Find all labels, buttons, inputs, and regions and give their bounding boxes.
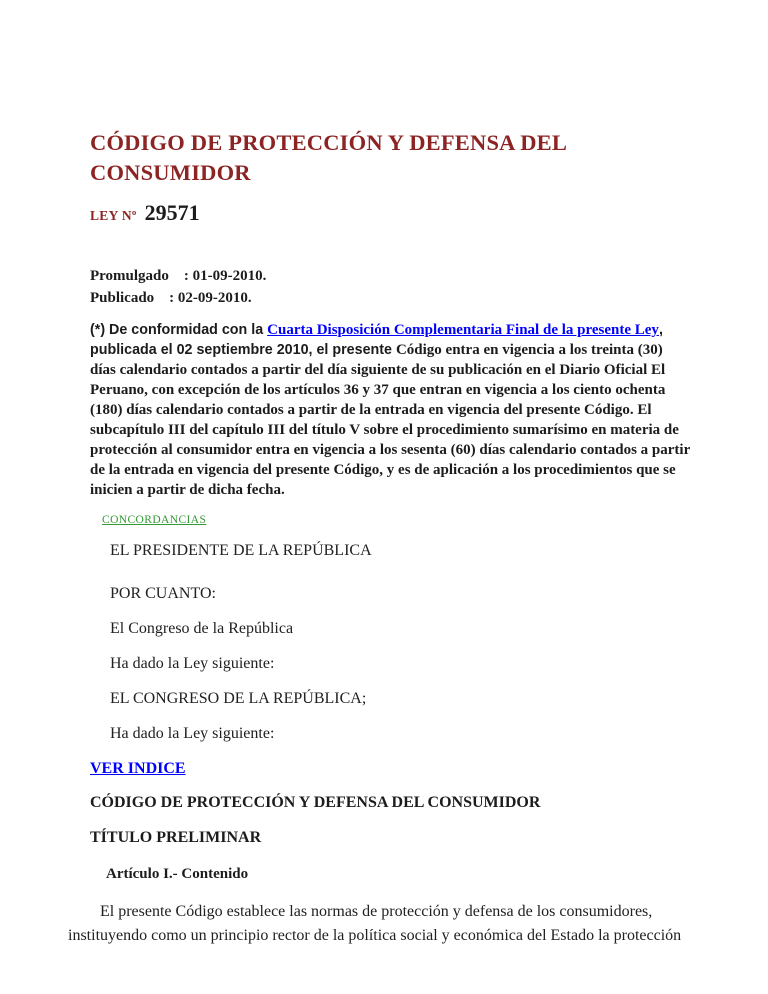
- conformity-rest-text: Código entra en vigencia a los treinta (30) días calendario contados a partir del día siguiente de su publicación en el Diario Oficial El Peruano, con excepción de los artículos 36 y 37 que entran en vigencia a los ciento ochenta (180) días calendario contados a partir de la entrada en vigencia del presente Código. El subcapítulo III del capítulo III del título V sobre el procedimiento sumarísimo en materia de protección al consumidor entra en vigencia a los sesenta (60) días calendario contados a partir de la entrada en vigencia del presente Código, y es de aplicación a los procedimientos que se inicien a partir de dicha fecha.: [90, 342, 690, 498]
- preamble-el-congreso-line: EL CONGRESO DE LA REPÚBLICA;: [110, 690, 367, 707]
- ver-indice-link[interactable]: VER INDICE: [90, 760, 186, 777]
- preamble-president-line: EL PRESIDENTE DE LA REPÚBLICA: [110, 542, 372, 559]
- law-prefix: LEY Nº: [90, 208, 137, 223]
- preamble-congreso-line: El Congreso de la República: [110, 620, 294, 637]
- preamble-por-cuanto-line: POR CUANTO:: [110, 585, 216, 602]
- concordancias-line: [102, 512, 708, 527]
- promulgated-line: Promulgado : 01-09-2010.: [90, 268, 267, 284]
- ver-indice-line: [90, 759, 708, 778]
- preamble-ha-dado-line-2: Ha dado la Ley siguiente:: [110, 725, 275, 742]
- conformity-lead-text: (*) De conformidad con la: [90, 322, 268, 338]
- published-line: Publicado : 02-09-2010.: [90, 290, 252, 306]
- law-number: 29571: [144, 200, 200, 225]
- conformity-paragraph: [90, 320, 691, 500]
- document-title: CÓDIGO DE PROTECCIÓN Y DEFENSA DEL CONSUMIDOR: [90, 130, 566, 185]
- preamble-ha-dado-line: Ha dado la Ley siguiente:: [110, 655, 275, 672]
- conformity-middle-text: , publicada el 02 septiembre 2010, el presente: [90, 322, 663, 358]
- article-i-heading: Artículo I.- Contenido: [106, 866, 249, 882]
- article-body-line: instituyendo como un principio rector de la política social y económica del Estado la protección: [68, 927, 682, 944]
- concordancias-link[interactable]: CONCORDANCIAS: [102, 514, 207, 526]
- fourth-disposition-link[interactable]: Cuarta Disposición Complementaria Final de la presente Ley: [267, 322, 659, 338]
- article-body-line: El presente Código establece las normas de protección y defensa de los consumidores,: [100, 903, 653, 920]
- law-number-line: [90, 200, 708, 229]
- dates-block: [90, 265, 708, 309]
- code-heading: CÓDIGO DE PROTECCIÓN Y DEFENSA DEL CONSUMIDOR: [90, 794, 541, 811]
- article-i-body: [68, 900, 708, 948]
- titulo-preliminar-heading: TÍTULO PRELIMINAR: [90, 829, 262, 846]
